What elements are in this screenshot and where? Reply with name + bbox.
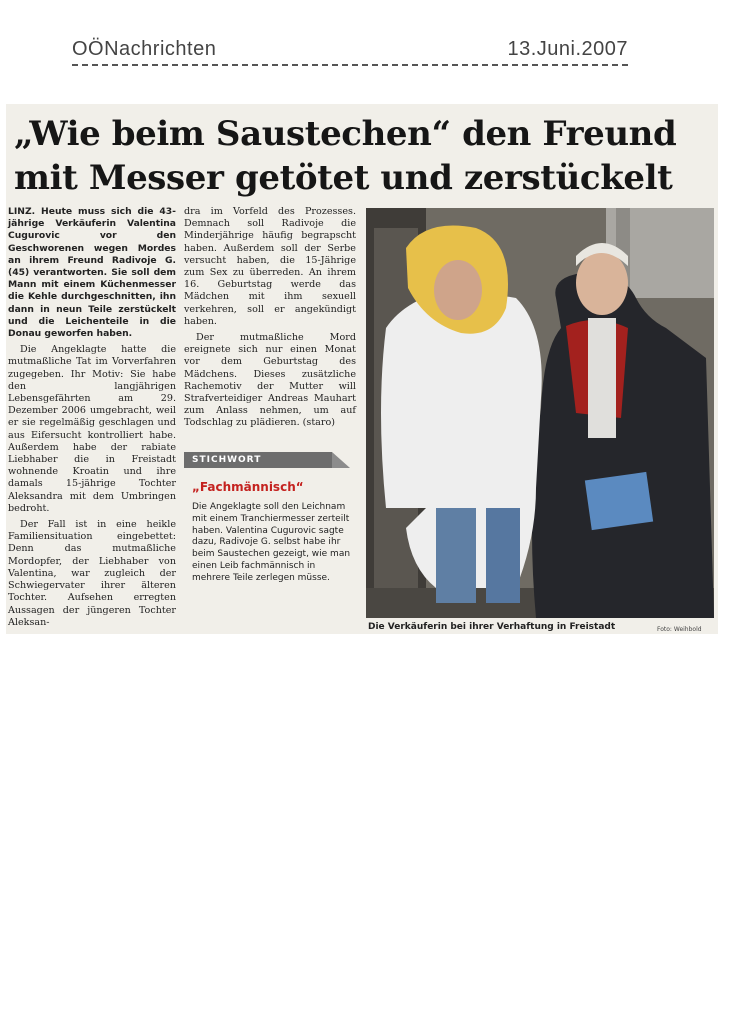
article-column-1	[8, 206, 176, 633]
article-lead: LINZ. Heute muss sich die 43-jährige Verkäuferin Valentina Cugurovic vor den Geschworenen wegen Mordes an ihrem Freund Radivoje G. (45) verantworten. Sie soll dem Mann mit einem Küchenmesser die Kehle durchgeschnitten, ihn dann in neun Teile zerstückelt und die Leichenteile in die Donau geworfen haben.	[8, 206, 176, 340]
stichwort-title: „Fachmännisch“	[192, 480, 304, 494]
article-column-2	[184, 206, 356, 434]
news-photo	[366, 208, 714, 618]
headline-line-2: mit Messer getötet und zerstückelt	[14, 158, 673, 198]
newspaper-name: OÖNachrichten	[72, 38, 217, 60]
headline-line-1: „Wie beim Saustechen“ den Freund	[14, 114, 677, 154]
stichwort-text: Die Angeklagte soll den Leichnam mit einem Tranchiermesser zerteilt haben. Valentina Cugurovic sagte dazu, Radivoje G. selbst habe ihr beim Saustechen gezeigt, wie man einen Leib fachmännisch in mehrere Teile zerlegen müsse.	[192, 502, 351, 583]
stichwort-box	[184, 452, 360, 622]
clipping-header	[72, 38, 628, 66]
article-paragraph: Die Angeklagte hatte die mutmaßliche Tat im Vorverfahren zugegeben. Ihr Motiv: Sie habe den langjährigen Lebensgefährten am 29. Dezember 2006 umgebracht, weil er sie regelmäßig geschlagen und aus Eifersucht kontrolliert habe. Außerdem habe der rabiate Liebhaber die in Freistadt wohnende Kroatin und ihre damals 15-jährige Tochter Aleksandra mit dem Umbringen bedroht.	[8, 344, 176, 514]
label-fold-corner	[332, 452, 350, 468]
photo-caption: Die Verkäuferin bei ihrer Verhaftung in Freistadt	[368, 622, 616, 632]
stichwort-label: STICHWORT	[184, 452, 332, 468]
arrest-photo-illustration	[366, 208, 714, 618]
photo-credit: Foto: Weihbold	[657, 626, 702, 633]
article-headline	[14, 112, 714, 200]
article-paragraph: dra im Vorfeld des Prozesses. Demnach soll Radivoje die Minderjährige häufig begrapscht haben. Außerdem soll der Serbe versucht haben, die 15-Jährige zum Sex zu überreden. An ihrem 16. Geburtstag werde das Mädchen mit ihm sexuell verkehren, soll er angekündigt haben.	[184, 206, 356, 327]
article-paragraph: Der mutmaßliche Mord ereignete sich nur einen Monat vor dem Geburtstag des Mädchens. Dieses zusätzliche Rachemotiv der Mutter will Strafverteidiger Andreas Mauhart zum Anlass nehmen, um auf Todschlag zu plädieren. (staro)	[184, 332, 356, 429]
publication-date: 13.Juni.2007	[507, 38, 628, 60]
article-paragraph: Der Fall ist in eine heikle Familiensituation eingebettet: Denn das mutmaßliche Mordopfer, der Liebhaber von Valentina, war zugleich der Schwiegervater ihrer älteren Tochter. Aufsehen erregten Aussagen der jüngeren Tochter Aleksan-	[8, 519, 176, 628]
